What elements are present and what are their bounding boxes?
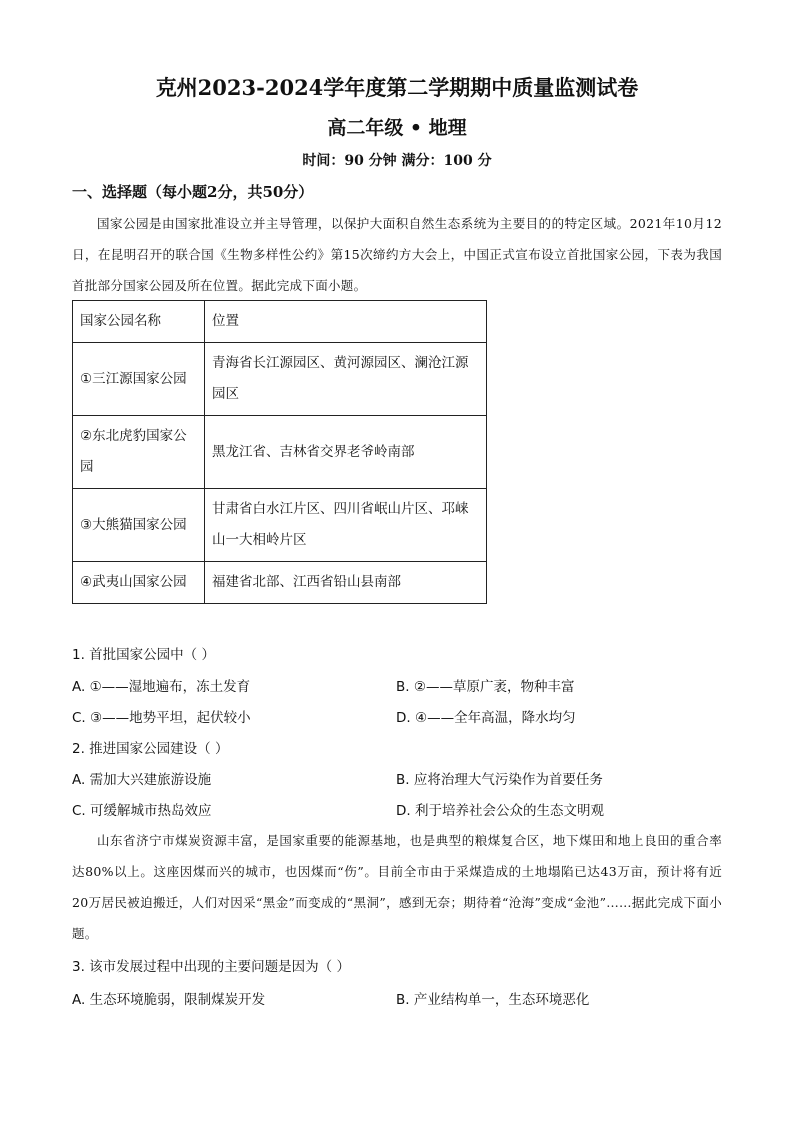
table-header-cell: 国家公园名称 [73, 301, 205, 343]
park-location-cell: 福建省北部、江西省铅山县南部 [205, 562, 487, 604]
question-1-stem: 1. 首批国家公园中（ ） [72, 647, 215, 663]
exam-title: 克州2023-2024学年度第二学期期中质量监测试卷 [155, 75, 639, 100]
question-2-option-a[interactable]: A. 需加大兴建旅游设施 [72, 772, 212, 788]
table-row [73, 416, 487, 489]
park-location-cell: 甘肃省白水江片区、四川省岷山片区、邛崃山一大相岭片区 [205, 489, 487, 562]
question-1-option-d[interactable]: D. ④——全年高温，降水均匀 [396, 710, 576, 726]
park-name-cell: ①三江源国家公园 [73, 343, 205, 416]
question-3-option-a[interactable]: A. 生态环境脆弱，限制煤炭开发 [72, 992, 266, 1008]
park-location-cell: 青海省长江源园区、黄河源园区、澜沧江源园区 [205, 343, 487, 416]
national-park-table [72, 300, 487, 604]
exam-subtitle: 高二年级 • 地理 [327, 117, 467, 139]
question-3-option-b[interactable]: B. 产业结构单一，生态环境恶化 [396, 992, 590, 1008]
park-name-cell: ④武夷山国家公园 [73, 562, 205, 604]
park-location-cell: 黑龙江省、吉林省交界老爷岭南部 [205, 416, 487, 489]
question-2-option-c[interactable]: C. 可缓解城市热岛效应 [72, 803, 212, 819]
park-name-cell: ③大熊猫国家公园 [73, 489, 205, 562]
question-1-option-c[interactable]: C. ③——地势平坦，起伏较小 [72, 710, 251, 726]
table-header-row [73, 301, 487, 343]
table-row [73, 489, 487, 562]
question-1-option-a[interactable]: A. ①——湿地遍布，冻土发育 [72, 679, 251, 695]
question-3-stem: 3. 该市发展过程中出现的主要问题是因为（ ） [72, 959, 350, 975]
park-name-cell: ②东北虎豹国家公园 [73, 416, 205, 489]
exam-info: 时间：90 分钟 满分：100 分 [302, 153, 492, 169]
question-2-stem: 2. 推进国家公园建设（ ） [72, 741, 229, 757]
question-1-option-b[interactable]: B. ②——草原广袤，物种丰富 [396, 679, 575, 695]
question-2-option-d[interactable]: D. 利于培养社会公众的生态文明观 [396, 803, 604, 819]
table-row [73, 562, 487, 604]
section-heading: 一、选择题（每小题2分，共50分） [72, 183, 314, 201]
table-header-cell: 位置 [205, 301, 487, 343]
passage-jining-coal: 山东省济宁市煤炭资源丰富，是国家重要的能源基地，也是典型的粮煤复合区，地下煤田和地上良田的重合率达80%以上。这座因煤而兴的城市，也因煤而“伤”。目前全市由于采煤造成的土地塌陷已达43万亩，预计将有近20万居民被迫搬迁，人们对因采“黑金”而变成的“黑洞”，感到无奈；期待着“沧海”变成“金池”……据此完成下面小题。 [72, 833, 722, 941]
passage-national-parks: 国家公园是由国家批准设立并主导管理，以保护大面积自然生态系统为主要目的的特定区域。2021年10月12日，在昆明召开的联合国《生物多样性公约》第15次缔约方大会上，中国正式宣布设立首批国家公园，下表为我国首批部分国家公园及所在位置。据此完成下面小题。 [72, 216, 722, 293]
table-row [73, 343, 487, 416]
question-2-option-b[interactable]: B. 应将治理大气污染作为首要任务 [396, 772, 603, 788]
